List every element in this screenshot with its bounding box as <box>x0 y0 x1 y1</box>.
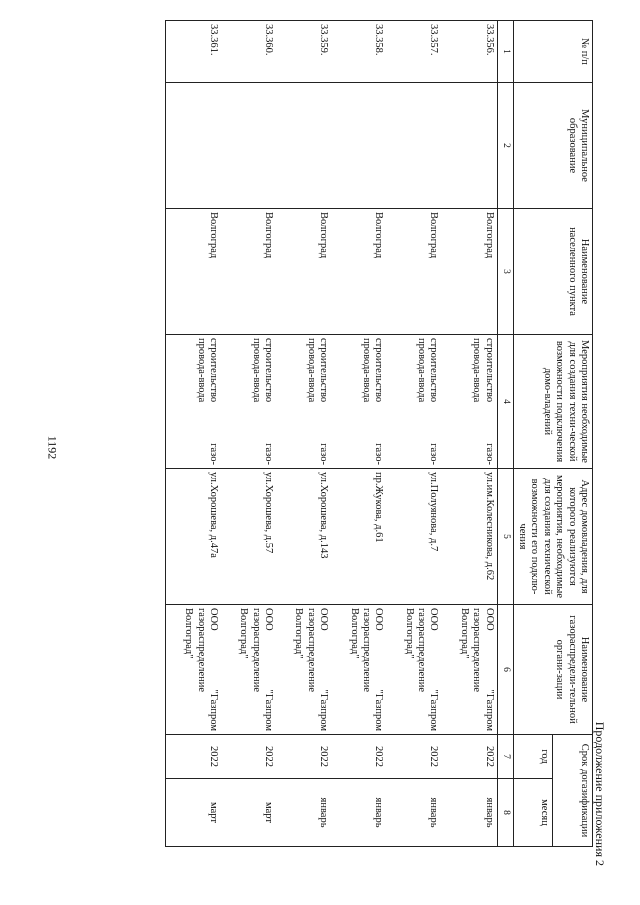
measures-cell <box>441 335 497 469</box>
header-settlement: Наименование населенного пункта <box>513 209 592 335</box>
table-row <box>221 21 276 847</box>
organization-line: ООО "Газпром <box>207 608 219 731</box>
measures-line: провода-ввода <box>471 338 483 403</box>
organization-line: Волгоград" <box>183 608 195 659</box>
settlement-cell: Волгоград <box>276 209 331 335</box>
gasification-table <box>165 20 593 847</box>
table-row <box>276 21 331 847</box>
column-number: 8 <box>497 779 513 847</box>
organization-line: газораспределение <box>471 608 483 693</box>
organization-line: ООО "Газпром <box>373 608 385 731</box>
measures-line: провода-ввода <box>416 338 428 403</box>
row-number: 33.358. <box>331 21 386 83</box>
municipality-cell <box>276 83 331 209</box>
year-cell: 2022 <box>165 735 221 779</box>
municipality-cell <box>331 83 386 209</box>
municipality-cell <box>165 83 221 209</box>
organization-cell <box>276 605 331 735</box>
month-cell: март <box>221 779 276 847</box>
settlement-cell: Волгоград <box>165 209 221 335</box>
month-cell: январь <box>276 779 331 847</box>
table-row <box>165 21 221 847</box>
settlement-cell: Волгоград <box>331 209 386 335</box>
municipality-cell <box>441 83 497 209</box>
measures-cell <box>331 335 386 469</box>
measures-line: провода-ввода <box>195 338 207 403</box>
measures-line: провода-ввода <box>360 338 372 403</box>
month-cell: январь <box>331 779 386 847</box>
address-cell: ул.Хорошева, д.143 <box>276 469 331 605</box>
measures-cell <box>386 335 441 469</box>
page-number: 1192 <box>45 435 60 460</box>
address-cell: ул.им.Колесникова, д.62 <box>441 469 497 605</box>
settlement-cell: Волгоград <box>441 209 497 335</box>
column-number-row <box>497 21 513 847</box>
organization-line: Волгоград" <box>458 608 470 659</box>
address-cell: пр.Жукова, д.61 <box>331 469 386 605</box>
month-cell: январь <box>441 779 497 847</box>
organization-line: Волгоград" <box>238 608 250 659</box>
column-number: 2 <box>497 83 513 209</box>
measures-cell <box>165 335 221 469</box>
measures-line: строительство газо- <box>428 338 440 465</box>
organization-cell <box>165 605 221 735</box>
organization-cell <box>441 605 497 735</box>
address-cell: ул.Хорошева, д.57 <box>221 469 276 605</box>
organization-line: Волгоград" <box>293 608 305 659</box>
header-row <box>553 21 593 847</box>
header-measures: Мероприятия необходимые для создания техни-ческой возможности подключения домо-владений <box>513 335 592 469</box>
header-municipality: Муниципальное образование <box>513 83 592 209</box>
month-cell: январь <box>386 779 441 847</box>
appendix-continuation-note: Продолжение приложения 2 <box>593 721 607 866</box>
measures-line: строительство газо- <box>263 338 275 465</box>
column-number: 7 <box>497 735 513 779</box>
column-number: 3 <box>497 209 513 335</box>
measures-line: провода-ввода <box>250 338 262 403</box>
organization-line: ООО "Газпром <box>318 608 330 731</box>
table-row <box>331 21 386 847</box>
column-number: 4 <box>497 335 513 469</box>
municipality-cell <box>386 83 441 209</box>
organization-line: Волгоград" <box>348 608 360 659</box>
measures-line: строительство газо- <box>318 338 330 465</box>
year-cell: 2022 <box>441 735 497 779</box>
table-row <box>441 21 497 847</box>
row-number: 33.357. <box>386 21 441 83</box>
organization-line: газораспределение <box>195 608 207 693</box>
header-month: месяц <box>513 779 553 847</box>
organization-line: газораспределение <box>305 608 317 693</box>
row-number: 33.359. <box>276 21 331 83</box>
header-address: Адрес домовладения, для которого реализуются мероприятия, необходимые для создания технической возможности его подклю-чения <box>513 469 592 605</box>
organization-line: газораспределение <box>416 608 428 693</box>
address-cell: ул.Полуянова, д.7 <box>386 469 441 605</box>
organization-line: газораспределение <box>250 608 262 693</box>
table-row <box>386 21 441 847</box>
column-number: 5 <box>497 469 513 605</box>
measures-cell <box>221 335 276 469</box>
row-number: 33.360. <box>221 21 276 83</box>
year-cell: 2022 <box>386 735 441 779</box>
row-number: 33.356. <box>441 21 497 83</box>
measures-line: строительство газо- <box>373 338 385 465</box>
organization-line: ООО "Газпром <box>483 608 495 731</box>
header-organization: Наименование газораспредели-тельной органи-зации <box>513 605 592 735</box>
organization-line: газораспределение <box>360 608 372 693</box>
measures-line: провода-ввода <box>305 338 317 403</box>
header-num: № п/п <box>513 21 592 83</box>
settlement-cell: Волгоград <box>221 209 276 335</box>
measures-line: строительство газо- <box>483 338 495 465</box>
address-cell: ул.Хорошева, д.47а <box>165 469 221 605</box>
row-number: 33.361. <box>165 21 221 83</box>
header-year: год <box>513 735 553 779</box>
header-deadline: Срок догазификации <box>553 735 593 847</box>
municipality-cell <box>221 83 276 209</box>
organization-cell <box>331 605 386 735</box>
measures-line: строительство газо- <box>207 338 219 465</box>
organization-line: Волгоград" <box>403 608 415 659</box>
organization-cell <box>386 605 441 735</box>
measures-cell <box>276 335 331 469</box>
column-number: 1 <box>497 21 513 83</box>
month-cell: март <box>165 779 221 847</box>
year-cell: 2022 <box>331 735 386 779</box>
column-number: 6 <box>497 605 513 735</box>
organization-line: ООО "Газпром <box>263 608 275 731</box>
organization-cell <box>221 605 276 735</box>
organization-line: ООО "Газпром <box>428 608 440 731</box>
year-cell: 2022 <box>276 735 331 779</box>
rotated-page-content <box>11 12 611 872</box>
settlement-cell: Волгоград <box>386 209 441 335</box>
year-cell: 2022 <box>221 735 276 779</box>
